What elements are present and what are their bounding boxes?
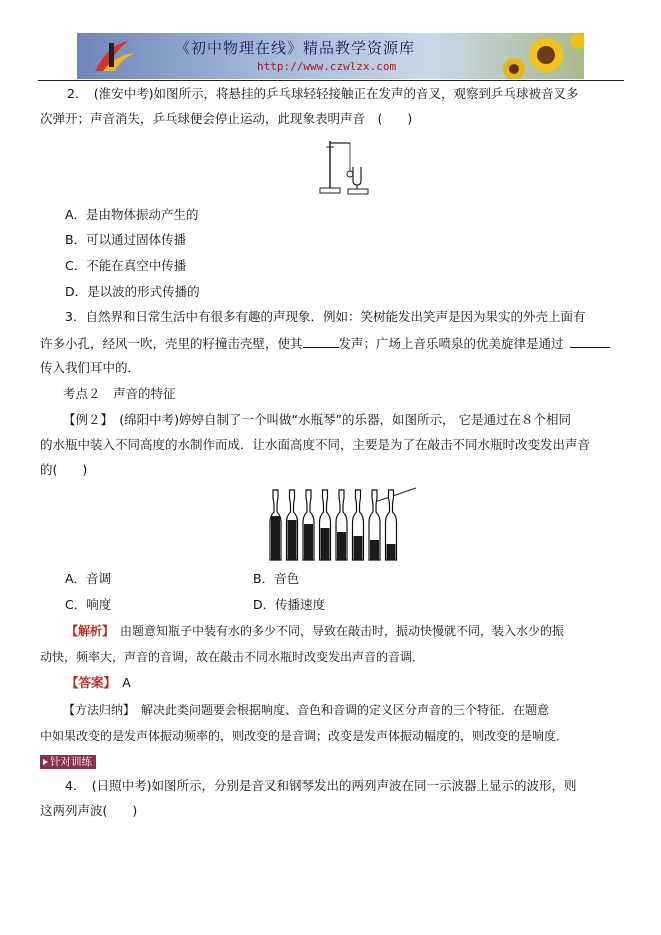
method-text: 解决此类问题要会根据响度、音色和音调的定义区分声音的三个特征．在题意 xyxy=(129,703,550,717)
method-label: 【方法归纳】 xyxy=(63,703,130,717)
example-stem-line3: 的( ) xyxy=(40,462,88,477)
q3-text-b: 发声；广场上音乐喷泉的优美旋律是通过 xyxy=(338,336,564,351)
water-bottles-figure xyxy=(268,486,423,564)
q3-stem-line2 xyxy=(40,335,610,352)
method-line1 xyxy=(63,702,549,718)
sunflower-icon xyxy=(494,33,584,79)
q3-blank-1[interactable] xyxy=(303,335,339,348)
answer-line xyxy=(66,675,131,691)
analysis-line2: 动快，频率大，声音的音调，故在敲击不同水瓶时改变发出声音的音调． xyxy=(40,650,425,664)
header-banner xyxy=(77,33,584,79)
q3-stem-line3: 传入我们耳中的． xyxy=(40,360,141,375)
bottle xyxy=(287,490,298,560)
answer-label: 【答案】 xyxy=(66,675,110,690)
analysis-line1 xyxy=(66,623,564,639)
example-text: (绵阳中考)婷婷自制了一个叫做“水瓶琴”的乐器，如图所示， 它是通过在８个相同 xyxy=(106,412,571,427)
analysis-label: 【解析】 xyxy=(66,624,109,638)
example-option-d: D．传播速度 xyxy=(253,597,326,612)
example-stem-line2: 的水瓶中装入不同高度的水制作而成．让水面高度不同，主要是为了在敲击不同水瓶时改变发出声音 xyxy=(40,437,591,452)
q3-stem-line1: 3．自然界和日常生活中有很多有趣的声现象．例如：笑树能发出笑声是因为果实的外壳上面有 xyxy=(65,309,586,324)
bottle xyxy=(320,490,331,560)
banner-url: http://www.czwlzx.com xyxy=(257,60,397,73)
banner-title: 《初中物理在线》精品教学资源库 xyxy=(175,39,416,57)
example-option-a: A．音调 xyxy=(65,571,112,586)
q2-option-b: B．可以通过固体传播 xyxy=(65,232,187,247)
q2-stem-line1: 2． (淮安中考)如图所示，将悬挂的乒乓球轻轻接触正在发声的音叉，观察到乒乓球被音叉多 xyxy=(67,86,579,101)
bottle xyxy=(336,490,347,560)
example-option-c: C．响度 xyxy=(65,597,112,612)
q2-option-c: C．不能在真空中传播 xyxy=(65,258,187,273)
header-rule xyxy=(38,80,624,81)
analysis-text: 由题意知瓶子中装有水的多少不同，导致在敲击时，振动快慢就不同，装入水少的振 xyxy=(108,624,565,638)
bottle xyxy=(353,490,364,560)
bottle xyxy=(303,490,314,560)
q4-stem-line1: 4． (日照中考)如图所示，分别是音叉和钢琴发出的两列声波在同一示波器上显示的波形，则 xyxy=(65,778,577,793)
q2-option-a: A．是由物体振动产生的 xyxy=(65,207,199,222)
q3-blank-2[interactable] xyxy=(570,335,610,348)
q4-stem-line2: 这两列声波( ) xyxy=(40,803,138,818)
answer-value: A xyxy=(109,675,131,690)
q2-stem-line2: 次弹开；声音消失，乒乓球便会停止运动，此现象表明声音 ( ) xyxy=(40,111,413,126)
bottle xyxy=(270,490,281,560)
logo-icon xyxy=(89,37,141,75)
tuning-fork-figure xyxy=(312,137,372,197)
example-label: 【例２】 xyxy=(63,412,107,427)
method-line2: 中如果改变的是发声体振动频率的，则改变的是音调；改变是发声体振动幅度的，则改变的是响度． xyxy=(40,729,569,743)
q3-text-a: 许多小孔，经风一吹，壳里的籽撞击壳壁，使其 xyxy=(40,336,303,351)
example-option-b: B．音色 xyxy=(253,571,300,586)
bottle xyxy=(386,490,397,560)
section-heading: 考点２ 声音的特征 xyxy=(63,386,176,401)
q2-option-d: D．是以波的形式传播的 xyxy=(65,284,200,299)
practice-label: 针对训练 xyxy=(40,755,96,769)
example-stem-line1 xyxy=(63,412,571,428)
